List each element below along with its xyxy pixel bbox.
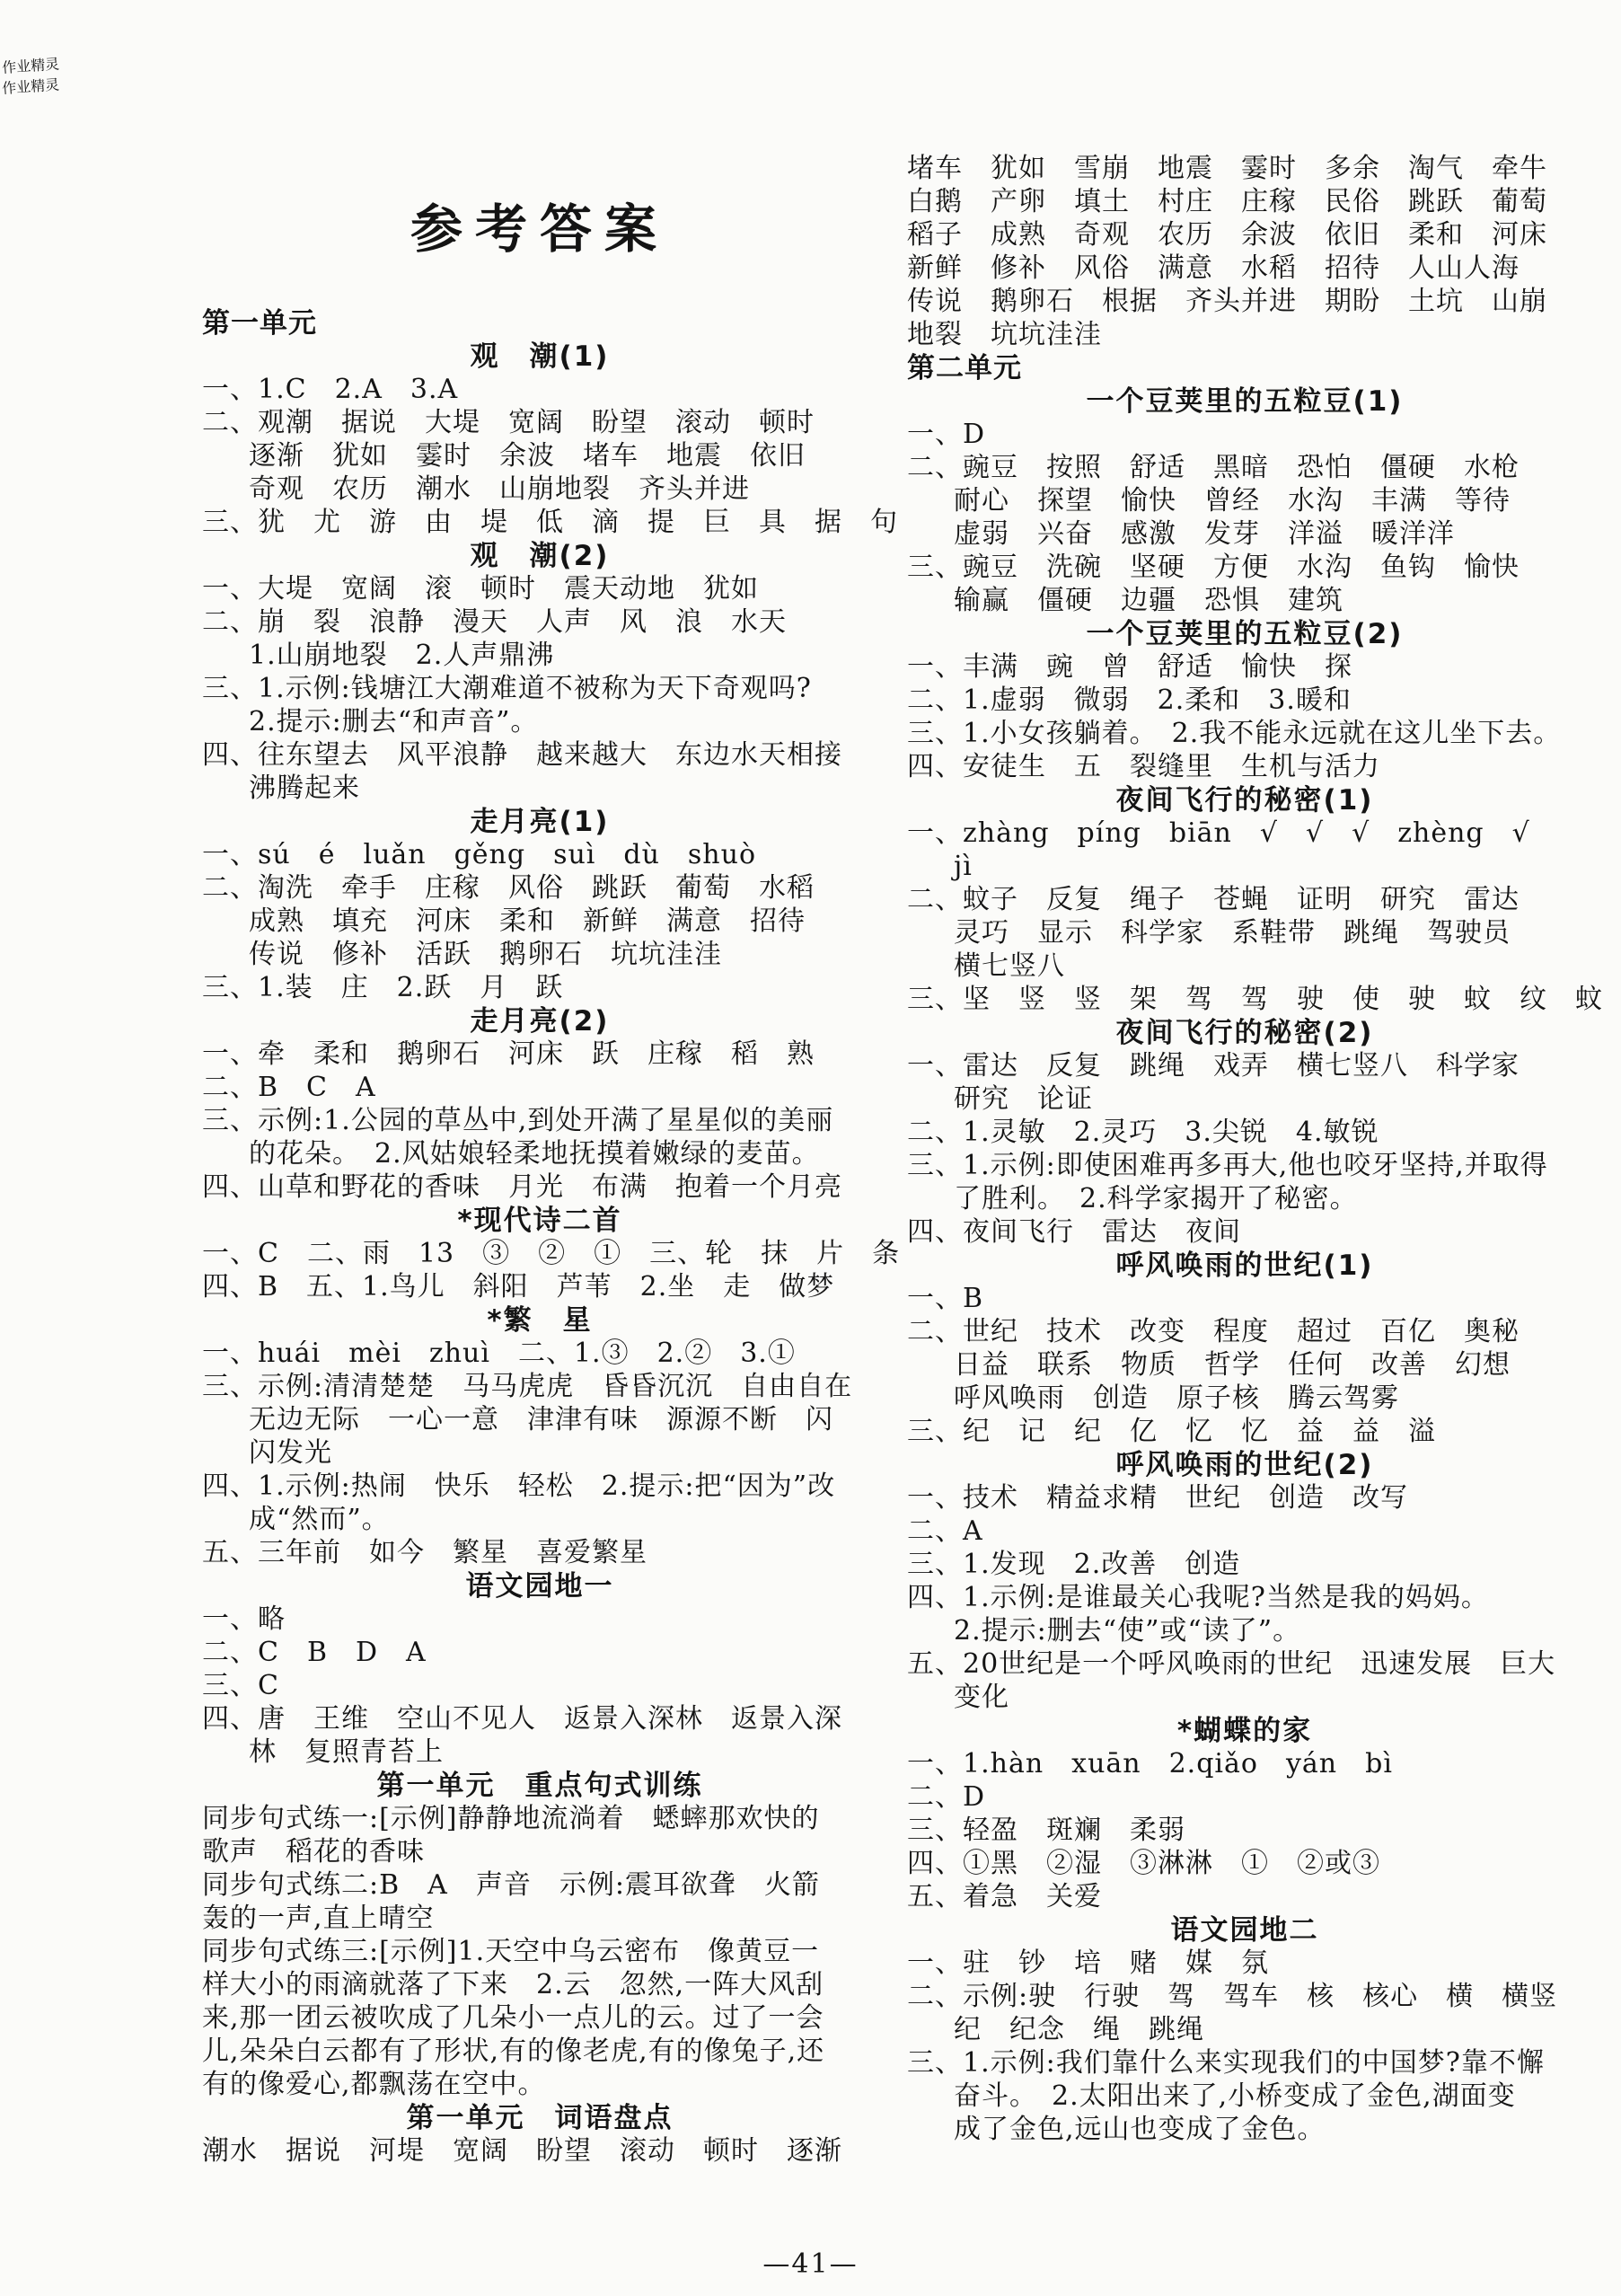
answer-line: 二、淘洗 牵手 庄稼 风俗 跳跃 葡萄 水稻	[202, 872, 815, 904]
answer-line-continued: 呼风唤雨 创造 原子核 腾云驾雾	[954, 1382, 1399, 1414]
answer-line: 一、雷达 反复 跳绳 戏弄 横七竖八 科学家	[907, 1050, 1520, 1082]
lesson-heading: 呼风唤雨的世纪(1)	[1115, 1250, 1374, 1282]
answer-line: 二、D	[907, 1781, 986, 1813]
lesson-heading: *繁 星	[487, 1304, 593, 1337]
lesson-heading: 走月亮(1)	[470, 806, 610, 838]
answer-line: 稻子 成熟 奇观 农历 余波 依旧 柔和 河床	[907, 219, 1547, 251]
answer-line: 三、C	[202, 1670, 279, 1701]
answer-line: 堵车 犹如 雪崩 地震 霎时 多余 淘气 牵牛	[907, 153, 1547, 184]
answer-line: 三、1.示例:钱塘江大潮难道不被称为天下奇观吗?	[202, 673, 812, 704]
answer-line: 同步句式练二:B A 声音 示例:震耳欲聋 火箭	[202, 1869, 820, 1901]
answer-line: 一、技术 精益求精 世纪 创造 改写	[907, 1482, 1408, 1514]
answer-line-continued: 横七竖八	[954, 950, 1065, 982]
answer-line: 二、观潮 据说 大堤 宽阔 盼望 滚动 顿时	[202, 407, 815, 438]
answer-line-continued: 奇观 农历 潮水 山崩地裂 齐头并进	[249, 473, 750, 505]
answer-line-continued: 2.提示:删去“和声音”。	[249, 706, 539, 737]
answer-line-continued: 无边无际 一心一意 津津有味 源源不断 闪	[249, 1404, 833, 1435]
answer-line: 传说 鹅卵石 根据 齐头并进 期盼 土坑 山崩	[907, 286, 1547, 317]
answer-line-continued: 奋斗。 2.太阳出来了,小桥变成了金色,湖面变	[954, 2080, 1516, 2112]
answer-line: 二、1.灵敏 2.灵巧 3.尖锐 4.敏锐	[907, 1117, 1379, 1148]
unit-heading: 第二单元	[907, 352, 1022, 384]
lesson-heading: 观 潮(2)	[470, 540, 610, 572]
lesson-heading: *蝴蝶的家	[1176, 1715, 1313, 1747]
lesson-heading: 夜间飞行的秘密(2)	[1115, 1017, 1374, 1049]
answer-line: 地裂 坑坑洼洼	[907, 319, 1102, 350]
answer-line-continued: 闪发光	[249, 1437, 332, 1469]
answer-line: 四、夜间飞行 雷达 夜间	[907, 1216, 1241, 1248]
watermark-logo: 作业精灵	[1, 75, 60, 97]
answer-line: 三、犹 尤 游 由 堤 低 滴 提 巨 具 据 句	[202, 507, 898, 538]
answer-line: 二、1.虚弱 微弱 2.柔和 3.暖和	[907, 684, 1352, 716]
answer-line: 一、1.C 2.A 3.A	[202, 374, 459, 405]
answer-line: 二、蚊子 反复 绳子 苍蝇 证明 研究 雷达	[907, 884, 1520, 915]
lesson-heading: 一个豆荚里的五粒豆(1)	[1086, 385, 1404, 418]
answer-line: 三、纪 记 纪 亿 忆 忆 益 益 溢	[907, 1416, 1436, 1447]
answer-line: 儿,朵朵白云都有了形状,有的像老虎,有的像兔子,还	[202, 2035, 825, 2067]
answer-line: 白鹅 产卵 填土 村庄 庄稼 民俗 跳跃 葡萄	[907, 186, 1547, 217]
answer-line-continued: 变化	[954, 1682, 1009, 1713]
answer-line: 样大小的雨滴就落了下来 2.云 忽然,一阵大风刮	[202, 1969, 824, 2000]
lesson-heading: *现代诗二首	[457, 1205, 622, 1237]
answer-line: 二、示例:驶 行驶 驾 驾车 核 核心 横 横竖	[907, 1981, 1558, 2012]
answer-line-continued: 研究 论证	[954, 1083, 1093, 1115]
answer-line: 一、驻 钞 培 赌 媒 氛	[907, 1947, 1269, 1979]
answer-line: 五、着急 关爱	[907, 1881, 1102, 1912]
answer-line: 二、C B D A	[202, 1637, 427, 1668]
answer-line: 轰的一声,直上晴空	[202, 1903, 435, 1934]
answer-line: 一、丰满 豌 曾 舒适 愉快 探	[907, 651, 1352, 683]
answer-line: 五、三年前 如今 繁星 喜爱繁星	[202, 1537, 648, 1568]
answer-line: 二、A	[907, 1515, 983, 1547]
lesson-heading: 走月亮(2)	[470, 1005, 610, 1038]
answer-line: 一、1.hàn xuān 2.qiǎo yán bì	[907, 1748, 1393, 1779]
lesson-heading: 第一单元 重点句式训练	[376, 1770, 703, 1802]
answer-line: 一、huái mèi zhuì 二、1.③ 2.② 3.①	[202, 1338, 796, 1369]
answer-line-continued: 成了金色,远山也变成了金色。	[954, 2114, 1326, 2145]
answer-line: 三、示例:1.公园的草丛中,到处开满了星星似的美丽	[202, 1105, 834, 1136]
answer-line-continued: 传说 修补 活跃 鹅卵石 坑坑洼洼	[249, 939, 722, 970]
answer-line-continued: 的花朵。 2.风姑娘轻柔地抚摸着嫩绿的麦苗。	[249, 1138, 820, 1170]
answer-line: 四、①黑 ②湿 ③淋淋 ① ②或③	[907, 1848, 1380, 1879]
answer-line: 三、轻盈 斑斓 柔弱	[907, 1815, 1185, 1846]
answer-line: 来,那一团云被吹成了几朵小一点儿的云。过了一会	[202, 2002, 824, 2034]
answer-line: 四、B 五、1.鸟儿 斜阳 芦苇 2.坐 走 做梦	[202, 1271, 835, 1303]
unit-heading: 第一单元	[202, 307, 317, 340]
answer-line-continued: 输赢 僵硬 边疆 恐惧 建筑	[954, 585, 1343, 616]
answer-line: 一、C 二、雨 13 ③ ② ① 三、轮 抹 片 条	[202, 1238, 901, 1269]
answer-line-continued: 纪 纪念 绳 跳绳	[954, 2014, 1204, 2045]
answer-line: 歌声 稻花的香味	[202, 1836, 425, 1868]
answer-line: 潮水 据说 河堤 宽阔 盼望 滚动 顿时 逐渐	[202, 2135, 842, 2167]
answer-line: 新鲜 修补 风俗 满意 水稻 招待 人山人海	[907, 252, 1520, 284]
answer-line: 二、B C A	[202, 1072, 376, 1103]
answer-line-continued: 日益 联系 物质 哲学 任何 改善 幻想	[954, 1349, 1511, 1381]
answer-line: 三、1.发现 2.改善 创造	[907, 1549, 1241, 1580]
answer-line: 一、牵 柔和 鹅卵石 河床 跃 庄稼 稻 熟	[202, 1038, 815, 1070]
answer-line-continued: 灵巧 显示 科学家 系鞋带 跳绳 驾驶员	[954, 917, 1511, 949]
answer-line: 四、山草和野花的香味 月光 布满 抱着一个月亮	[202, 1171, 842, 1203]
answer-line: 三、1.示例:我们靠什么来实现我们的中国梦?靠不懈	[907, 2047, 1545, 2079]
page-number: —41—	[762, 2248, 859, 2280]
lesson-heading: 夜间飞行的秘密(1)	[1115, 784, 1374, 817]
answer-line: 四、1.示例:是谁最关心我呢?当然是我的妈妈。	[907, 1582, 1489, 1613]
answer-line: 有的像爱心,都飘荡在空中。	[202, 2069, 546, 2100]
answer-line: 三、1.示例:即使困难再多再大,他也咬牙坚持,并取得	[907, 1150, 1548, 1181]
answer-line-continued: 2.提示:删去“使”或“读了”。	[954, 1615, 1301, 1647]
answer-line-continued: 虚弱 兴奋 感激 发芽 洋溢 暖洋洋	[954, 518, 1455, 550]
answer-line: 一、B	[907, 1283, 984, 1314]
answer-line: 二、崩 裂 浪静 漫天 人声 风 浪 水天	[202, 606, 787, 638]
answer-line: 三、坚 竖 竖 架 驾 驾 驶 使 驶 蚊 纹 蚊	[907, 984, 1603, 1015]
answer-line-continued: 林 复照青苔上	[249, 1736, 444, 1768]
answer-line-continued: 了胜利。 2.科学家揭开了秘密。	[954, 1183, 1358, 1214]
answer-line: 二、世纪 技术 改变 程度 超过 百亿 奥秘	[907, 1316, 1520, 1347]
answer-line: 五、20世纪是一个呼风唤雨的世纪 迅速发展 巨大	[907, 1648, 1556, 1680]
answer-line: 一、略	[202, 1603, 286, 1635]
answer-line: 四、往东望去 风平浪静 越来越大 东边水天相接	[202, 739, 842, 771]
answer-line-continued: 成熟 填充 河床 柔和 新鲜 满意 招待	[249, 905, 806, 937]
answer-line: 三、豌豆 洗碗 坚硬 方便 水沟 鱼钩 愉快	[907, 552, 1520, 583]
answer-line: 同步句式练三:[示例]1.天空中乌云密布 像黄豆一	[202, 1936, 820, 1967]
answer-line-continued: jì	[954, 851, 973, 882]
watermark-logo: 作业精灵	[1, 55, 60, 76]
answer-line-continued: 成“然而”。	[249, 1504, 390, 1535]
answer-line: 四、安徒生 五 裂缝里 生机与活力	[907, 751, 1380, 782]
answer-line-continued: 耐心 探望 愉快 曾经 水沟 丰满 等待	[954, 485, 1511, 517]
answer-line-continued: 1.山崩地裂 2.人声鼎沸	[249, 640, 555, 671]
lesson-heading: 观 潮(1)	[470, 340, 610, 373]
answer-line-continued: 逐渐 犹如 霎时 余波 堵车 地震 依旧	[249, 440, 806, 472]
answer-line: 四、唐 王维 空山不见人 返景入深林 返景入深	[202, 1703, 842, 1735]
lesson-heading: 语文园地二	[1170, 1914, 1319, 1947]
lesson-heading: 第一单元 词语盘点	[406, 2102, 674, 2134]
answer-line: 一、D	[907, 419, 986, 450]
answer-line: 三、示例:清清楚楚 马马虎虎 昏昏沉沉 自由自在	[202, 1371, 853, 1402]
answer-line: 三、1.小女孩躺着。 2.我不能永远就在这儿坐下去。	[907, 718, 1562, 749]
answer-line-continued: 沸腾起来	[249, 773, 360, 804]
lesson-heading: 一个豆荚里的五粒豆(2)	[1086, 618, 1404, 650]
answer-line: 一、大堤 宽阔 滚 顿时 震天动地 犹如	[202, 573, 759, 605]
page-title: 参考答案	[410, 199, 669, 260]
answer-line: 一、sú é luǎn gěng suì dù shuò	[202, 839, 757, 870]
answer-line: 一、zhàng píng biān √ √ √ zhèng √	[907, 817, 1530, 849]
lesson-heading: 呼风唤雨的世纪(2)	[1115, 1449, 1374, 1481]
lesson-heading: 语文园地一	[465, 1570, 614, 1603]
answer-line: 四、1.示例:热闹 快乐 轻松 2.提示:把“因为”改	[202, 1470, 836, 1502]
answer-line: 二、豌豆 按照 舒适 黑暗 恐怕 僵硬 水枪	[907, 452, 1520, 483]
answer-line: 同步句式练一:[示例]静静地流淌着 蟋蟀那欢快的	[202, 1803, 820, 1834]
answer-line: 三、1.装 庄 2.跃 月 跃	[202, 972, 564, 1003]
